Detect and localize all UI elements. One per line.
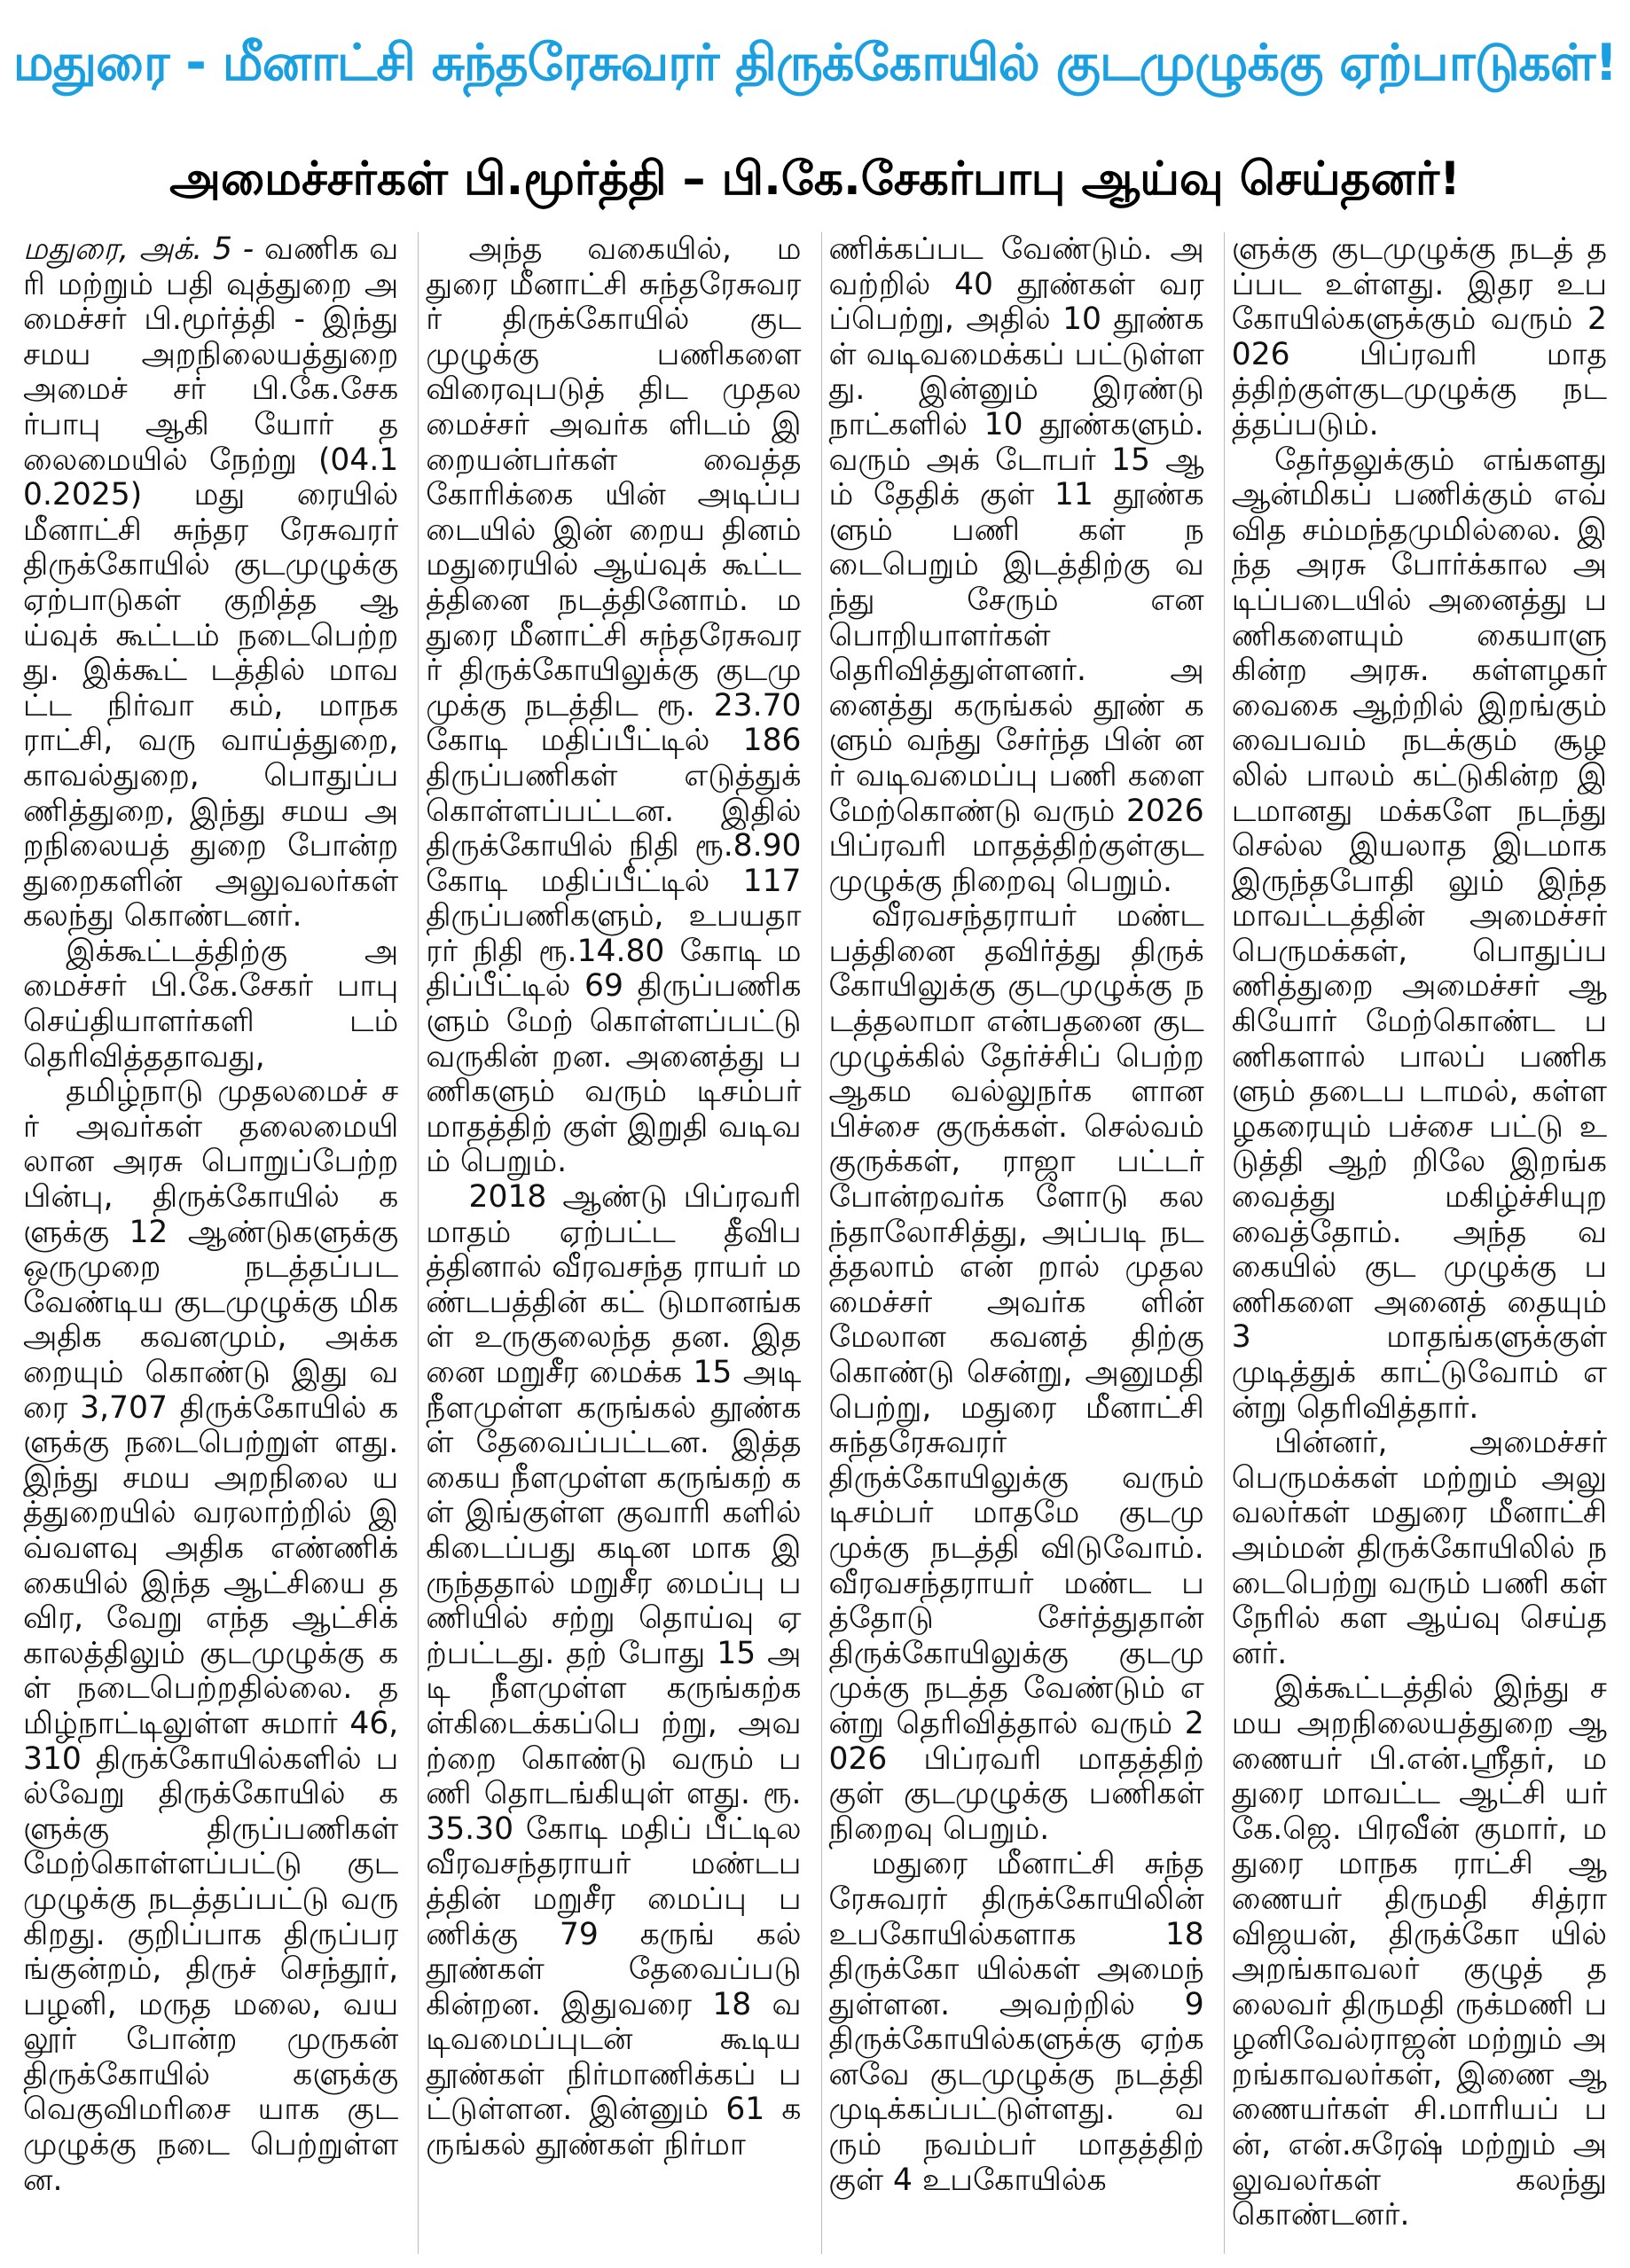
paragraph: தேர்தலுக்கும் எங்களது ஆன்மிகப் பணிக்கும் எவ் வித சம்மந்தமுமில்லை. இந்த அரசு போர்க்கால அடிப்படையில் அனைத்து பணிகளையும் கையாளு கின்ற அரசு. கள்ளழகர் வைகை ஆற்றில் இறங்கும் வைபவம் நடக்கும் சூழ லில் பாலம் கட்டுகின்ற இடமானது மக்களே நடந்து செல்ல இயலாத இடமாக இருந்தபோதி லும் இந்த மாவட்டத்தின் அமைச்சர் பெருமக்கள், பொதுப்பணித்துறை அமைச்சர் ஆகியோர் மேற்கொண்ட பணிகளால் பாலப் பணிகளும் தடைப டாமல், கள்ளழகரையும் பச்சை பட்டு உடுத்தி ஆற் றிலே இறங்க வைத்து மகிழ்ச்சியுற வைத்தோம். அந்த வகையில் குட முழுக்கு பணிகளை அனைத் தையும் 3 மாதங்களுக்குள் முடித்துக் காட்டுவோம் என்று தெரிவித்தார்.: [1231, 442, 1607, 1426]
column-1: [16, 232, 405, 2254]
paragraph: ணிக்கப்பட வேண்டும். அவற்றில் 40 தூண்கள் வரப்பெற்று, அதில் 10 தூண்கள் வடிவமைக்கப் பட்டுள்ளது. இன்னும் இரண்டு நாட்களில் 10 தூண்களும். வரும் அக் டோபர் 15 ஆம் தேதிக் குள் 11 தூண்களும் பணி கள் நடைபெறும் இடத்திற்கு வந்து சேரும் என பொறியாளர்கள் தெரிவித்துள்ளனர். அனைத்து கருங்கல் தூண் களும் வந்து சேர்ந்த பின் னர் வடிவமைப்பு பணி களை மேற்கொண்டு வரும் 2026 பிப்ரவரி மாதத்திற்குள்குடமுழுக்கு நிறைவு பெறும்.: [828, 232, 1204, 899]
paragraph: வீரவசந்தராயர் மண்ட பத்தினை தவிர்த்து திருக் கோயிலுக்கு குடமுழுக்கு நடத்தலாமா என்பதனை குடமுழுக்கில் தேர்ச்சிப் பெற்ற ஆகம வல்லுநர்க ளான பிச்சை குருக்கள். செல்வம் குருக்கள், ராஜா பட்டர் போன்றவர்க ளோடு கலந்தாலோசித்து, அப்படி நடத்தலாம் என் றால் முதலமைச்சர் அவர்க ளின் மேலான கவனத் திற்கு கொண்டு சென்று, அனுமதி பெற்று, மதுரை மீனாட்சி சுந்தரேசுவரர் திருக்கோயிலுக்கு வரும் டிசம்பர் மாதமே குடமு முக்கு நடத்தி விடுவோம். வீரவசந்தராயர் மண்ட பத்தோடு சேர்த்துதான் திருக்கோயிலுக்கு குடமு முக்கு நடத்த வேண்டும் என்று தெரிவித்தால் வரும் 2026 பிப்ரவரி மாதத்திற் குள் குடமுழுக்கு பணிகள் நிறைவு பெறும்.: [828, 898, 1204, 1847]
paragraph: பின்னர், அமைச்சர் பெருமக்கள் மற்றும் அலு வலர்கள் மதுரை மீனாட்சி அம்மன் திருக்கோயிலில் நடைபெற்று வரும் பணி கள் நேரில் கள ஆய்வு செய்தனர்.: [1231, 1425, 1607, 1671]
paragraph: அந்த வகையில், மதுரை மீனாட்சி சுந்தரேசுவரர் திருக்கோயில் குடமுழுக்கு பணிகளை விரைவுபடுத் திட முதலமைச்சர் அவர்க ளிடம் இறையன்பர்கள் வைத்த கோரிக்கை யின் அடிப்படையில் இன் றைய தினம் மதுரையில் ஆய்வுக் கூட்டத்தினை நடத்தினோம். மதுரை மீனாட்சி சுந்தரேசுவரர் திருக்கோயிலுக்கு குடமு முக்கு நடத்திட ரூ. 23.70 கோடி மதிப்பீட்டில் 186 திருப்பணிகள் எடுத்துக் கொள்ளப்பட்டன. இதில் திருக்கோயில் நிதி ரூ.8.90 கோடி மதிப்பீட்டில் 117 திருப்பணிகளும், உபயதா ரர் நிதி ரூ.14.80 கோடி மதிப்பீட்டில் 69 திருப்பணிகளும் மேற் கொள்ளப்பட்டு வருகின் றன. அனைத்து பணிகளும் வரும் டிசம்பர் மாதத்திற் குள் இறுதி வடிவம் பெறும்.: [426, 232, 802, 1180]
headline: மதுரை - மீனாட்சி சுந்தரேசுவரர் திருக்கோயில் குடமுழுக்கு ஏற்பாடுகள்!: [12, 34, 1618, 92]
column-4: [1224, 232, 1614, 2254]
paragraph: 2018 ஆண்டு பிப்ரவரி மாதம் ஏற்பட்ட தீவிபத்தினால் வீரவசந்த ராயர் மண்டபத்தின் கட் டுமானங்கள் உருகுலைந்த தன. இதனை மறுசீர மைக்க 15 அடி நீளமுள்ள கருங்கல் தூண்கள் தேவைப்பட்டன. இத்த கைய நீளமுள்ள கருங்கற் கள் இங்குள்ள குவாரி களில் கிடைப்பது கடின மாக இருந்ததால் மறுசீர மைப்பு பணியில் சற்று தொய்வு ஏற்பட்டது. தற் போது 15 அடி நீளமுள்ள கருங்கற்கள்கிடைக்கப்பெ ற்று, அவற்றை கொண்டு வரும் பணி தொடங்கியுள் ளது. ரூ. 35.30 கோடி மதிப் பீட்டில வீரவசந்தராயர் மண்டபத்தின் மறுசீர மைப்பு பணிக்கு 79 கருங் கல் தூண்கள் தேவைப்படு கின்றன. இதுவரை 18 வடிவமைப்புடன் கூடிய தூண்கள் நிர்மாணிக்கப் பட்டுள்ளன. இன்னும் 61 கருங்கல் தூண்கள் நிர்மா: [426, 1179, 802, 2163]
paragraph: இக்கூட்டத்திற்கு அமைச்சர் பி.கே.சேகர் பாபு செய்தியாளர்களி டம் தெரிவித்ததாவது,: [23, 933, 399, 1075]
paragraph-text: வணிக வரி மற்றும் பதி வுத்துறை அமைச்சர் பி.மூர்த்தி - இந்து சமய அறநிலையத்துறை அமைச் சர் பி.கே.சேகர்பாபு ஆகி யோர் தலைமையில் நேற்று (04.10.2025) மது ரையில் மீனாட்சி சுந்தர ரேசுவரர் திருக்கோயில் குடமுழுக்கு ஏற்பாடுகள் குறித்த ஆய்வுக் கூட்டம் நடைபெற்றது. இக்கூட் டத்தில் மாவட்ட நிர்வா கம், மாநகராட்சி, வரு வாய்த்துறை, காவல்துறை, பொதுப்பணித்துறை, இந்து சமய அறநிலையத் துறை போன்றதுறைகளின் அலுவலர்கள் கலந்து கொண்டனர்.: [23, 232, 399, 935]
paragraph: தமிழ்நாடு முதலமைச் சர் அவர்கள் தலைமையி லான அரசு பொறுப்பேற்ற பின்பு, திருக்கோயில் களுக்கு 12 ஆண்டுகளுக்கு ஒருமுறை நடத்தப்பட வேண்டிய குடமுழுக்கு மிக அதிக கவனமும், அக்க றையும் கொண்டு இது வரை 3,707 திருக்கோயில் களுக்கு நடைபெற்றுள் ளது. இந்து சமய அறநிலை யத்துறையில் வரலாற்றில் இவ்வளவு அதிக எண்ணிக் கையில் இந்த ஆட்சியை தவிர, வேறு எந்த ஆட்சிக் காலத்திலும் குடமுழுக்கு கள் நடைபெற்றதில்லை. தமிழ்நாட்டிலுள்ள சுமார் 46,310 திருக்கோயில்களில் பல்வேறு திருக்கோயில் களுக்கு திருப்பணிகள் மேற்கொள்ளப்பட்டு குட முழுக்கு நடத்தப்பட்டு வரு கிறது. குறிப்பாக திருப்பரங்குன்றம், திருச் செந்தூர், பழனி, மருத மலை, வயலூர் போன்ற முருகன் திருக்கோயில் களுக்கு வெகுவிமரிசை யாக குடமுழுக்கு நடை பெற்றுள்ளன.: [23, 1074, 399, 2198]
paragraph: ளுக்கு குடமுழுக்கு நடத் தப்பட உள்ளது. இதர உபகோயில்களுக்கும் வரும் 2026 பிப்ரவரி மாதத்திற்குள்குடமுழுக்கு நடத்தப்படும்.: [1231, 232, 1607, 442]
paragraph: மதுரை மீனாட்சி சுந்த ரேசுவரர் திருக்கோயிலின் உபகோயில்களாக 18 திருக்கோ யில்கள் அமைந் துள்ளன. அவற்றில் 9 திருக்கோயில்களுக்கு ஏற்க னவே குடமுழுக்கு நடத்தி முடிக்கப்பட்டுள்ளது. வரும் நவம்பர் மாதத்திற் குள் 4 உபகோயில்க: [828, 1846, 1204, 2198]
column-2: [418, 232, 808, 2254]
column-3: [821, 232, 1211, 2254]
paragraph: இக்கூட்டத்தில் இந்து சமய அறநிலையத்துறை ஆணையர் பி.என்.ஸ்ரீதர், மதுரை மாவட்ட ஆட்சி யர் கே.ஜெ. பிரவீன் குமார், மதுரை மாநக ராட்சி ஆணையர் திருமதி சித்ரா விஜயன், திருக்கோ யில் அறங்காவலர் குழுத் தலைவர் திருமதி ருக்மணி பழனிவேல்ராஜன் மற்றும் அறங்காவலர்கள், இணை ஆணையர்கள் சி.மாரியப் பன், என்.சுரேஷ் மற்றும் அலுவலர்கள் கலந்து கொண்டனர்.: [1231, 1670, 1607, 2233]
dateline: மதுரை, அக். 5 -: [23, 232, 255, 267]
article-columns: [16, 232, 1614, 2254]
paragraph: [23, 232, 398, 935]
subheadline: அமைச்சர்கள் பி.மூர்த்தி – பி.கே.சேகர்பாபு ஆய்வு செய்தனர்!: [169, 152, 1461, 206]
